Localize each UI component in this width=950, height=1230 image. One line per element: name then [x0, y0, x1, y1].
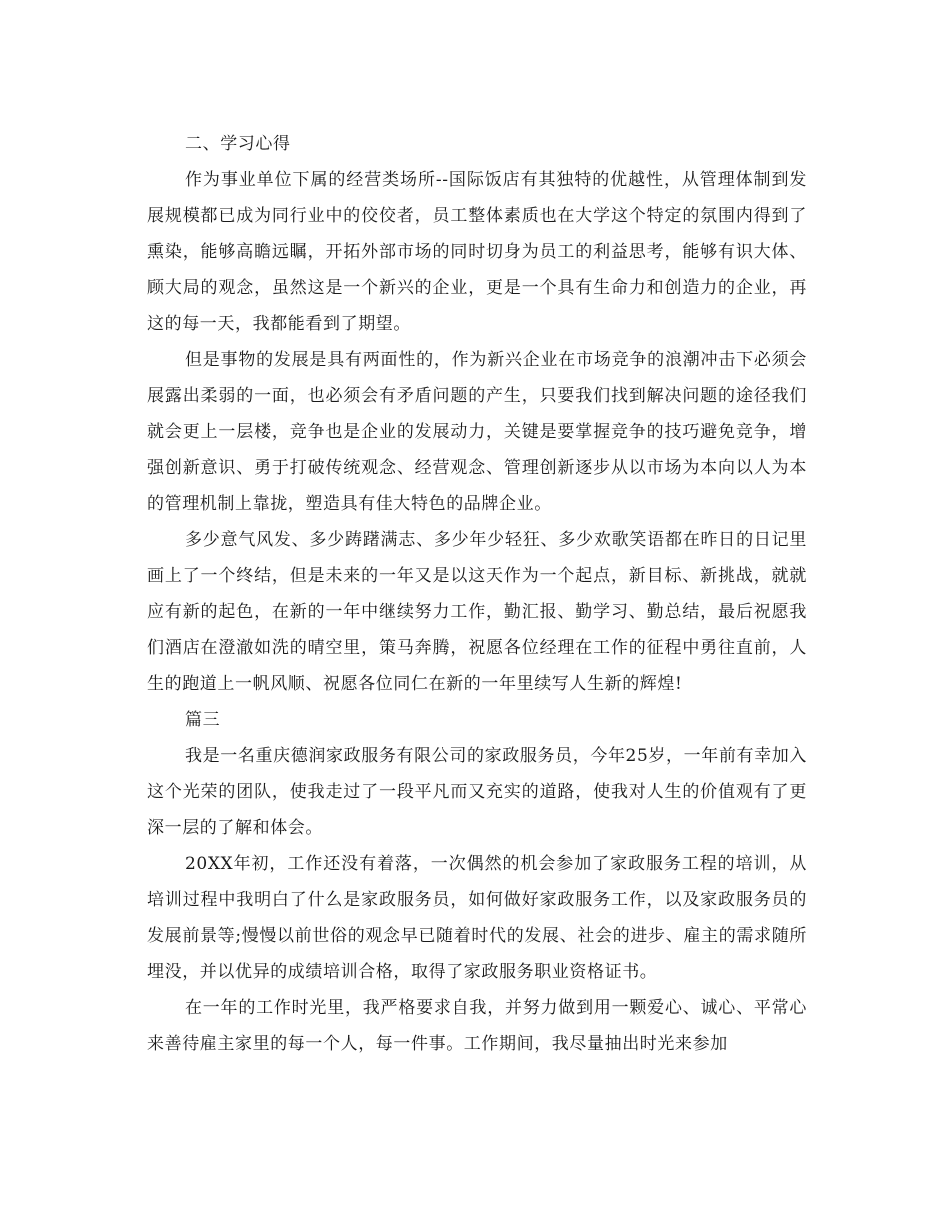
section-heading-part-three: 篇三 [185, 710, 221, 730]
section-heading-learning: 二、学习心得 [185, 134, 291, 154]
paragraph: 20XX年初，工作还没有着落，一次偶然的机会参加了家政服务工程的培训，从培训过程中我明白了什么是家政服务员，如何做好家政服务工作，以及家政服务员的发展前景等;慢慢以前世俗的观念早已随着时代的发展、社会的进步、雇主的需求随所埋没，并以优异的成绩培训合格，取得了家政服务职业资格证书。 [147, 854, 807, 982]
paragraph: 在一年的工作时光里，我严格要求自我，并努力做到用一颗爱心、诚心、平常心来善待雇主家里的每一个人，每一件事。工作期间，我尽量抽出时光来参加 [147, 998, 807, 1054]
document-body [147, 126, 807, 1062]
paragraph: 作为事业单位下属的经营类场所--国际饭店有其独特的优越性，从管理体制到发展规模都已成为同行业中的佼佼者，员工整体素质也在大学这个特定的氛围内得到了熏染，能够高瞻远瞩，开拓外部市场的同时切身为员工的利益思考，能够有识大体、顾大局的观念，虽然这是一个新兴的企业，更是一个具有生命力和创造力的企业，再这的每一天，我都能看到了期望。 [147, 170, 807, 334]
paragraph: 多少意气风发、多少踌躇满志、多少年少轻狂、多少欢歌笑语都在昨日的日记里画上了一个终结，但是未来的一年又是以这天作为一个起点，新目标、新挑战，就就应有新的起色，在新的一年中继续努力工作，勤汇报、勤学习、勤总结，最后祝愿我们酒店在澄澈如洗的晴空里，策马奔腾，祝愿各位经理在工作的征程中勇往直前，人生的跑道上一帆风顺、祝愿各位同仁在新的一年里续写人生新的辉煌! [147, 530, 807, 694]
paragraph: 但是事物的发展是具有两面性的，作为新兴企业在市场竞争的浪潮冲击下必须会展露出柔弱的一面，也必须会有矛盾问题的产生，只要我们找到解决问题的途径我们就会更上一层楼，竞争也是企业的发展动力，关键是要掌握竞争的技巧避免竞争，增强创新意识、勇于打破传统观念、经营观念、管理创新逐步从以市场为本向以人为本的管理机制上靠拢，塑造具有佳大特色的品牌企业。 [147, 350, 807, 514]
paragraph: 我是一名重庆德润家政服务有限公司的家政服务员，今年25岁，一年前有幸加入这个光荣的团队，使我走过了一段平凡而又充实的道路，使我对人生的价值观有了更深一层的了解和体会。 [147, 746, 807, 838]
